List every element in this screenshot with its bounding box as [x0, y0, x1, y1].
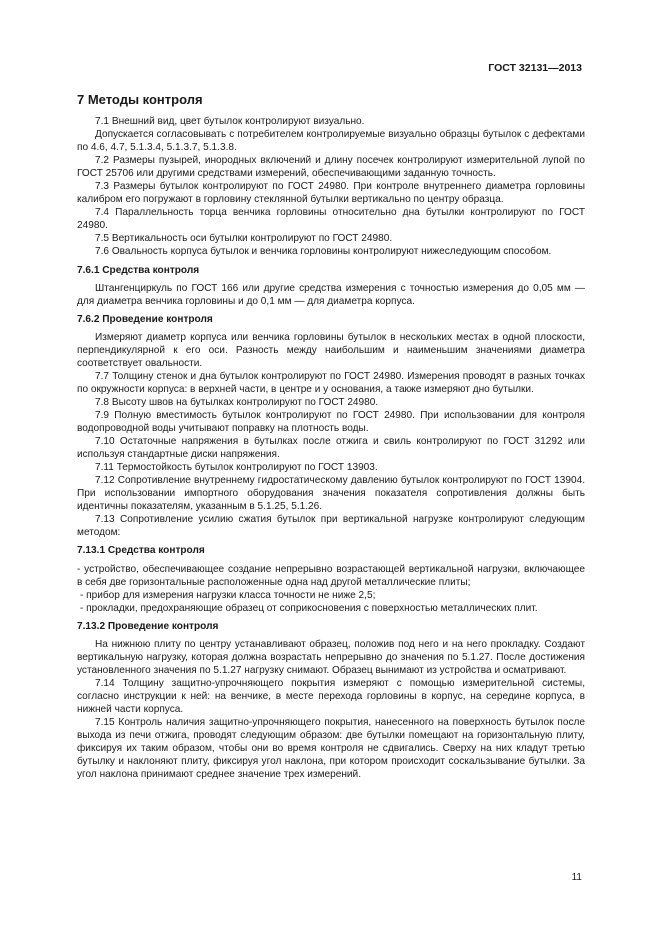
- list-item: - устройство, обеспечивающее создание непрерывно возрастающей вертикальной нагрузки, включающее в себя две горизонтальные расположенные одна над другой металлические плиты;: [77, 563, 585, 588]
- paragraph-7-5: 7.5 Вертикальность оси бутылки контролируют по ГОСТ 24980.: [95, 233, 393, 245]
- paragraph-7-4: 7.4 Параллельность торца венчика горловины относительно дна бутылки контролируют по ГОСТ 24980.: [77, 207, 585, 232]
- paragraph-7-10: 7.10 Остаточные напряжения в бутылках после отжига и свиль контролируют по ГОСТ 31292 или используя стандартные диски напряжения.: [77, 436, 585, 461]
- subheading-7-6-2: 7.6.2 Проведение контроля: [77, 313, 213, 325]
- paragraph-7-15: 7.15 Контроль наличия защитно-упрочняющего покрытия, нанесенного на поверхность бутылок после выхода из печи отжига, проводят следующим образом: две бутылки помещают на горизонтальную плиту, фиксируя их таким образом, чтобы они во время контроля не сдвигались. Сверху на них кладут третью бутылку и наклоняют плиту, фиксируя угол наклона, при котором происходит соскальзывание бутылки. За угол наклона принимают среднее значение трех измерений.: [77, 717, 585, 781]
- list-item: - прибор для измерения нагрузки класса точности не ниже 2,5;: [80, 589, 376, 601]
- paragraph-7-12: 7.12 Сопротивление внутреннему гидростатическому давлению бутылок контролируют по ГОСТ 13904. При использовании импортного оборудования значения показателя сопротивления должны быть идентичны показателям, указанным в 5.1.25, 5.1.26.: [77, 475, 585, 513]
- subheading-7-6-1: 7.6.1 Средства контроля: [77, 264, 200, 276]
- paragraph-7-3: 7.3 Размеры бутылок контролируют по ГОСТ 24980. При контроле внутреннего диаметра горловины калибром его погружают в горловину стеклянной бутылки вертикально по центру образца.: [77, 181, 585, 206]
- paragraph-7-1-note: Допускается согласовывать с потребителем контролируемые визуально образцы бутылок с дефектами по 4.6, 4.7, 5.1.3.4, 5.1.3.7, 5.1.3.8.: [77, 129, 585, 154]
- document-body: [77, 115, 585, 781]
- paragraph-7-13: 7.13 Сопротивление усилию сжатия бутылок при вертикальной нагрузке контролируют следующим методом:: [77, 514, 585, 539]
- paragraph-7-9: 7.9 Полную вместимость бутылок контролируют по ГОСТ 24980. При использовании для контроля водопроводной воды учитывают поправку на плотность воды.: [77, 409, 585, 435]
- section-title: 7 Методы контроля: [77, 92, 203, 107]
- list-item: - прокладки, предохраняющие образец от соприкосновения с поверхностью металлических плит.: [80, 602, 538, 614]
- paragraph-7-1: 7.1 Внешний вид, цвет бутылок контролируют визуально.: [95, 116, 365, 127]
- paragraph-7-6: 7.6 Овальность корпуса бутылок и венчика горловины контролируют нижеследующим способом.: [95, 246, 552, 258]
- paragraph-7-8: 7.8 Высоту швов на бутылках контролируют по ГОСТ 24980.: [95, 396, 379, 408]
- paragraph-7-2: 7.2 Размеры пузырей, инородных включений и длину посечек контролируют измерительной лупой по ГОСТ 25706 или другими средствами измерений, обеспечивающими заданную точность.: [77, 155, 585, 180]
- subheading-7-13-1: 7.13.1 Средства контроля: [77, 545, 205, 557]
- paragraph-7-7: 7.7 Толщину стенок и дна бутылок контролируют по ГОСТ 24980. Измерения проводят в разных точках по окружности корпуса: в верхней части, в центре и у основания, а также измеряют дно бутылки.: [77, 370, 585, 395]
- paragraph-7-6-1: Штангенциркуль по ГОСТ 166 или другие средства измерения с точностью измерения до 0,05 мм — для диаметра венчика горловины и до 0,1 мм — для диаметра корпуса.: [77, 282, 585, 307]
- document-header: ГОСТ 32131—2013: [488, 62, 582, 74]
- paragraph-7-6-2: Измеряют диаметр корпуса или венчика горловины бутылок в нескольких местах в одной плоскости, перпендикулярной к его оси. Разность между наибольшим и наименьшим значениями диаметра соответствует овальности.: [77, 331, 585, 369]
- subheading-7-13-2: 7.13.2 Проведение контроля: [77, 620, 219, 632]
- paragraph-7-13-2: На нижнюю плиту по центру устанавливают образец, положив под него и на него прокладку. Создают вертикальную нагрузку, которая должна возрастать непрерывно до значения по 5.1.27. После достижения установленного значения по 5.1.27 нагрузку снимают. Образец вынимают из устройства и осматривают.: [77, 638, 585, 676]
- paragraph-7-14: 7.14 Толщину защитно-упрочняющего покрытия измеряют с помощью измерительной системы, согласно инструкции к ней: на венчике, в месте перехода горловины в корпус, на середине корпуса, в нижней части корпуса.: [77, 677, 585, 715]
- paragraph-7-11: 7.11 Термостойкость бутылок контролируют по ГОСТ 13903.: [95, 462, 378, 474]
- page-number: 11: [571, 872, 582, 883]
